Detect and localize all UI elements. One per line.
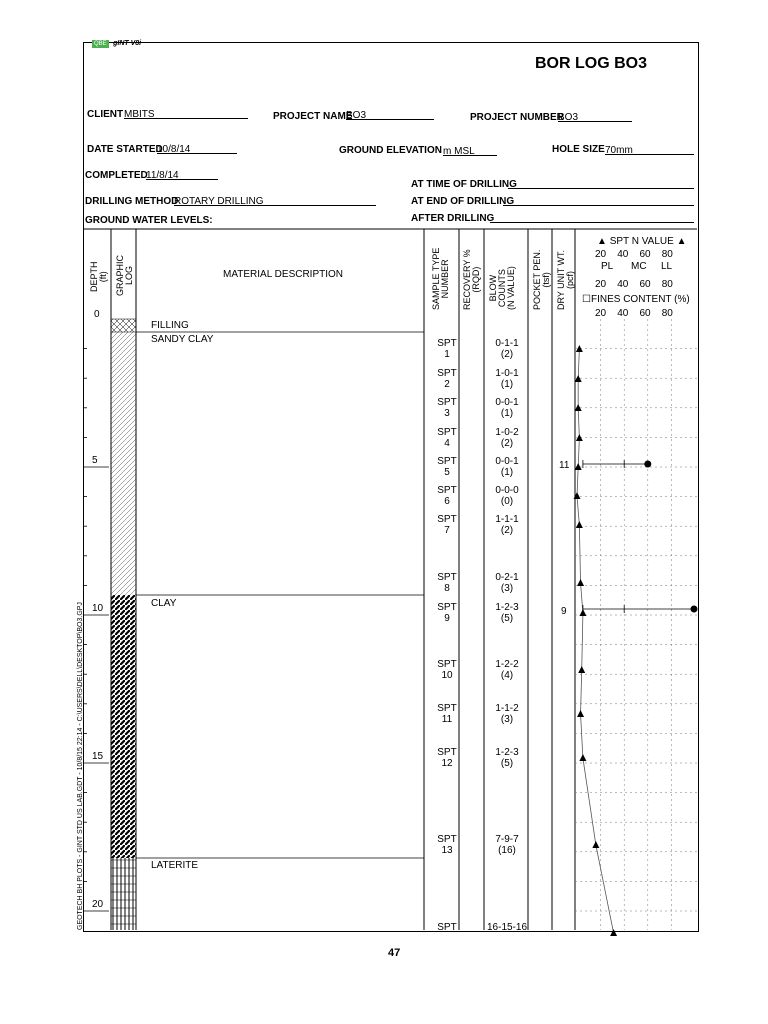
spt-point — [592, 841, 599, 848]
sample-type-number: SPT 4 — [437, 427, 457, 449]
mc-label: MC — [631, 261, 647, 272]
material-filling: FILLING — [151, 320, 189, 331]
sample-type-number: SPT 5 — [437, 456, 457, 478]
depth-label: 10 — [92, 603, 104, 614]
spt-point — [577, 710, 584, 717]
spt-point — [578, 666, 585, 673]
blow-counts: 0-0-1 (1) — [495, 397, 519, 419]
page-title: BOR LOG BO3 — [535, 55, 648, 72]
blow-counts: 1-1-2 (3) — [495, 703, 519, 725]
ground-elevation-label: GROUND ELEVATION — [339, 145, 442, 156]
after-drilling-label: AFTER DRILLING — [411, 213, 495, 224]
project-number-label: PROJECT NUMBER — [470, 112, 564, 123]
spt-legend: ▲ SPT N VALUE ▲ 20 40 60 80 PL MC LL 20 40 60 80 ☐FINES CONTENT (%) 20 40 60 80 — [582, 236, 690, 319]
scale-top: 20 40 60 80 — [595, 249, 673, 260]
sample-type-number: SPT 12 — [437, 747, 457, 769]
pocket-pen-header: POCKET PEN. (tsf) — [532, 249, 551, 310]
blow-counts: 1-2-3 (5) — [495, 747, 519, 769]
project-number-value: BO3 — [558, 112, 579, 123]
fines-label: FINES CONTENT (%) — [590, 294, 690, 305]
graphic-log-header: GRAPHIC LOG — [115, 254, 134, 296]
sample-type-number: SPT — [437, 922, 457, 933]
blow-counts: 1-1-1 (2) — [495, 514, 519, 536]
material-sandy-clay: SANDY CLAY — [151, 334, 214, 345]
client-value: MBITS — [124, 109, 155, 120]
material-clay: CLAY — [151, 598, 177, 609]
dry-unit-value: 11 — [559, 460, 570, 471]
sample-type-number: SPT 2 — [437, 368, 457, 390]
blow-counts: 1-0-1 (1) — [495, 368, 519, 390]
date-started-label: DATE STARTED — [87, 144, 163, 155]
side-footer-text: GEOTECH BH PLOTS - GINT STD US LAB.GDT - 10/8/15 22:14 - C:\USERS\DELL\DESKTOP\BO3.GPJ — [77, 602, 84, 930]
hole-size-value: 70mm — [605, 145, 633, 156]
blow-counts: 7-9-7 (16) — [495, 834, 519, 856]
spt-point — [579, 754, 586, 761]
spt-point — [575, 463, 582, 470]
spt-point — [610, 929, 617, 936]
depth-label: 0 — [94, 309, 100, 320]
sample-type-number: SPT 9 — [437, 602, 457, 624]
spt-triangle-icon: ▲ — [597, 236, 607, 247]
pl-label: PL — [601, 261, 614, 272]
recovery-header: RECOVERY % (RQD) — [462, 249, 481, 310]
ground-water-label: GROUND WATER LEVELS: — [85, 215, 213, 226]
dry-unit-header: DRY UNIT WT. (pcf) — [556, 249, 575, 310]
sample-type-number: SPT 1 — [437, 338, 457, 360]
blow-counts: 0-2-1 (3) — [495, 572, 519, 594]
spt-point — [577, 579, 584, 586]
spt-point — [575, 375, 582, 382]
moisture-content-point — [644, 461, 651, 468]
fines-square-icon: ☐ — [582, 294, 591, 305]
spt-point — [576, 521, 583, 528]
sample-type-number: SPT 6 — [437, 485, 457, 507]
at-time-label: AT TIME OF DRILLING — [411, 179, 517, 190]
completed-label: COMPLETED — [85, 170, 148, 181]
blow-counts: 1-2-2 (4) — [495, 659, 519, 681]
ll-label: LL — [661, 261, 673, 272]
depth-label: 5 — [92, 455, 98, 466]
sample-type-number: SPT 13 — [437, 834, 457, 856]
spt-point — [575, 404, 582, 411]
sample-type-number: SPT 11 — [437, 703, 457, 725]
depth-label: 20 — [92, 899, 104, 910]
depth-header: DEPTH (ft) — [89, 261, 108, 292]
completed-value: 11/8/14 — [146, 170, 179, 181]
blow-counts: 1-2-3 (5) — [495, 602, 519, 624]
hole-size-label: HOLE SIZE — [552, 144, 605, 155]
project-name-label: PROJECT NAME — [273, 111, 353, 122]
drilling-method-label: DRILLING METHOD — [85, 196, 179, 207]
blow-counts-header: BLOW COUNTS (N VALUE) — [488, 266, 516, 310]
material-laterite: LATERITE — [151, 860, 199, 871]
blow-counts: 0-1-1 (2) — [495, 338, 519, 360]
depth-label: 15 — [92, 751, 104, 762]
blow-counts: 0-0-0 (0) — [495, 485, 519, 507]
moisture-content-point — [691, 606, 698, 613]
drilling-method-value: ROTARY DRILLING — [174, 196, 264, 207]
ground-elevation-value: m MSL — [443, 146, 475, 157]
material-description-header: MATERIAL DESCRIPTION — [223, 269, 344, 280]
sample-header: SAMPLE TYPE NUMBER — [431, 247, 450, 310]
page-number: 47 — [388, 947, 401, 959]
sample-type-number: SPT 10 — [437, 659, 457, 681]
sample-type-number: SPT 7 — [437, 514, 457, 536]
sample-type-number: SPT 3 — [437, 397, 457, 419]
blow-counts: 0-0-1 (1) — [495, 456, 519, 478]
blow-counts: 16-15-16 — [486, 922, 528, 933]
project-name-value: BO3 — [346, 110, 367, 121]
blow-counts: 1-0-2 (2) — [495, 427, 519, 449]
scale-bottom: 20 40 60 80 — [595, 308, 673, 319]
sample-type-number: SPT 8 — [437, 572, 457, 594]
scale-mid: 20 40 60 80 — [595, 279, 673, 290]
client-label: CLIENT — [87, 109, 124, 120]
dry-unit-value: 9 — [561, 606, 567, 617]
logo-text: gINT V8i — [113, 40, 142, 47]
date-started-value: 10/8/14 — [157, 144, 191, 155]
at-end-label: AT END OF DRILLING — [411, 196, 515, 207]
logo-badge: QBE — [94, 41, 107, 47]
